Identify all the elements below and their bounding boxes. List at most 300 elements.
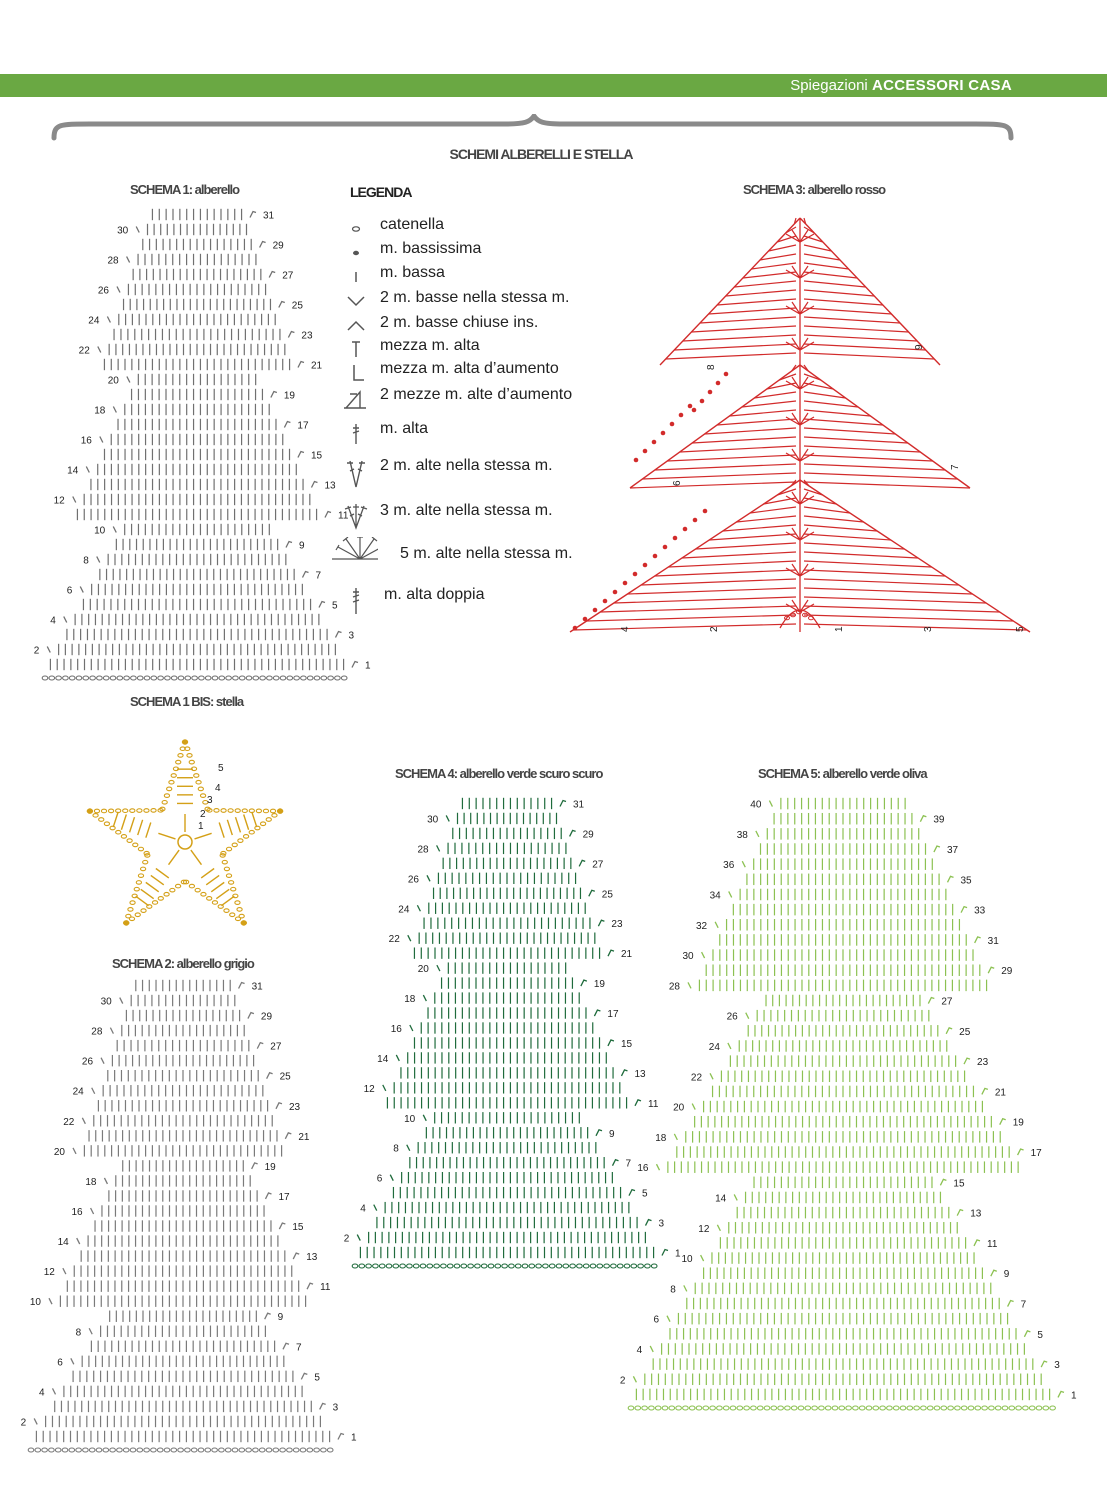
double-crochet-stitch bbox=[692, 437, 796, 443]
double-crochet-stitch bbox=[121, 815, 126, 830]
turning-chain bbox=[239, 983, 245, 989]
chain-stitch bbox=[103, 676, 109, 680]
row-number: 6 bbox=[57, 1357, 63, 1369]
double-crochet-stitch bbox=[141, 889, 154, 898]
row-number: 20 bbox=[53, 1146, 65, 1158]
chain-stitch bbox=[198, 787, 203, 791]
row-number: 31 bbox=[573, 799, 585, 811]
chain-stitch bbox=[171, 1448, 177, 1452]
double-crochet-stitch bbox=[682, 552, 796, 558]
chain-stitch bbox=[35, 1448, 41, 1452]
chain-stitch bbox=[927, 1406, 933, 1410]
double-crochet-stitch bbox=[804, 446, 920, 452]
chain-stitch bbox=[563, 1264, 569, 1268]
chain-stitch bbox=[189, 760, 194, 764]
turning-chain bbox=[946, 1028, 952, 1034]
chain-stitch bbox=[611, 1264, 617, 1268]
row-number: 13 bbox=[324, 480, 336, 492]
turning-chain bbox=[974, 1240, 980, 1246]
row-number: 8 bbox=[670, 1284, 676, 1296]
turning-chain bbox=[417, 905, 420, 911]
chain-stitch bbox=[447, 1264, 453, 1268]
turning-chain bbox=[621, 1070, 627, 1076]
turning-chain bbox=[284, 422, 290, 428]
turning-chain bbox=[260, 242, 266, 248]
double-crochet-stitch bbox=[804, 410, 870, 416]
round-number: 3 bbox=[923, 626, 934, 632]
chain-stitch bbox=[509, 1264, 515, 1268]
chain-stitch bbox=[83, 676, 89, 680]
slip-stitch bbox=[679, 413, 684, 418]
double-crochet-stitch bbox=[252, 812, 257, 827]
row-number: 1 bbox=[675, 1248, 681, 1260]
double-crochet-stitch bbox=[573, 624, 796, 630]
round-number: 2 bbox=[200, 809, 206, 820]
double-crochet-stitch bbox=[726, 290, 796, 296]
double-crochet-stitch bbox=[804, 588, 973, 594]
row-number: 29 bbox=[582, 829, 594, 841]
chain-stitch bbox=[604, 1264, 610, 1268]
chain-stitch bbox=[515, 1264, 521, 1268]
row-number: 23 bbox=[977, 1057, 989, 1069]
chain-stitch bbox=[214, 809, 219, 813]
chain-stitch bbox=[434, 1264, 440, 1268]
slip-stitch bbox=[643, 563, 648, 568]
chain-stitch bbox=[307, 676, 313, 680]
chain-stitch bbox=[212, 901, 217, 905]
row-number: 3 bbox=[332, 1402, 339, 1414]
turning-chain bbox=[279, 302, 285, 308]
turning-chain bbox=[127, 377, 130, 383]
double-crochet-stitch bbox=[628, 588, 797, 594]
chain-stitch bbox=[260, 822, 265, 826]
slip-stitch bbox=[593, 608, 598, 613]
double-crochet-stitch bbox=[600, 606, 796, 612]
turning-chain bbox=[117, 287, 120, 293]
scheme-4-chart bbox=[344, 798, 681, 1268]
row-number: 35 bbox=[960, 875, 972, 887]
turning-chain bbox=[311, 482, 317, 488]
legend-item-label: catenella bbox=[380, 216, 445, 233]
scheme-2-title: SCHEMA 2: alberello grigio bbox=[112, 956, 254, 971]
turning-chain bbox=[729, 891, 732, 897]
chain-stitch bbox=[314, 676, 320, 680]
chain-stitch bbox=[461, 1264, 467, 1268]
row-number: 7 bbox=[625, 1158, 632, 1170]
chain-stitch bbox=[649, 1406, 655, 1410]
turning-chain bbox=[320, 1403, 326, 1409]
row-number: 6 bbox=[66, 585, 73, 597]
chain-stitch bbox=[642, 1406, 648, 1410]
row-number: 10 bbox=[94, 525, 106, 537]
double-crochet-stitch bbox=[709, 534, 796, 540]
row-number: 30 bbox=[427, 814, 439, 826]
chain-stitch bbox=[744, 1406, 750, 1410]
chain-stitch bbox=[893, 1406, 899, 1410]
chain-stitch bbox=[468, 1264, 474, 1268]
turning-chain bbox=[423, 1115, 426, 1121]
double-crochet-stitch bbox=[146, 822, 151, 837]
chain-stitch bbox=[934, 1406, 940, 1410]
chain-stitch bbox=[69, 676, 75, 680]
chain-stitch bbox=[201, 892, 206, 896]
chain-stitch bbox=[199, 676, 205, 680]
chain-stitch bbox=[638, 1264, 644, 1268]
chain-stitch bbox=[212, 1448, 218, 1452]
turning-chain bbox=[104, 1178, 107, 1184]
chain-stitch bbox=[90, 676, 96, 680]
slip-stitch bbox=[123, 920, 129, 926]
turning-chain bbox=[293, 1253, 299, 1259]
chain-stitch bbox=[42, 1448, 48, 1452]
double-crochet-stitch bbox=[804, 335, 917, 341]
row-number: 10 bbox=[681, 1254, 693, 1266]
chain-stitch bbox=[798, 1406, 804, 1410]
chain-stitch bbox=[157, 1448, 163, 1452]
row-number: 12 bbox=[53, 495, 65, 507]
turning-chain bbox=[127, 257, 130, 263]
chain-stitch bbox=[137, 676, 143, 680]
row-number: 3 bbox=[348, 630, 355, 642]
double-crochet-stitch bbox=[804, 606, 1000, 612]
chain-stitch bbox=[253, 1448, 259, 1452]
turning-chain bbox=[920, 816, 926, 822]
legend-item-label: m. alta bbox=[380, 420, 429, 437]
scheme-3-chart bbox=[570, 218, 1030, 632]
chain-stitch bbox=[28, 1448, 34, 1452]
turning-chain bbox=[1018, 1149, 1024, 1155]
turning-chain bbox=[298, 362, 304, 368]
double-crochet-stitch bbox=[804, 326, 909, 332]
chain-stitch bbox=[187, 754, 192, 758]
row-number: 8 bbox=[393, 1143, 399, 1155]
chain-stitch bbox=[335, 676, 341, 680]
chain-stitch bbox=[228, 809, 233, 813]
double-crochet-stitch bbox=[804, 534, 891, 540]
chain-stitch bbox=[93, 814, 98, 818]
chain-stitch bbox=[137, 1448, 143, 1452]
chain-stitch bbox=[221, 809, 226, 813]
double-crochet-stitch bbox=[683, 335, 796, 341]
turning-chain bbox=[437, 845, 440, 851]
row-number: 5 bbox=[332, 600, 338, 612]
row-number: 2 bbox=[343, 1233, 350, 1245]
chain-stitch bbox=[256, 809, 261, 813]
turning-chain bbox=[608, 950, 614, 956]
chain-stitch bbox=[300, 1448, 306, 1452]
double-crochet-stitch bbox=[804, 482, 970, 488]
chain-stitch bbox=[94, 809, 99, 813]
turning-chain bbox=[1024, 1331, 1030, 1337]
chain-stitch bbox=[628, 1406, 634, 1410]
row-number: 18 bbox=[404, 994, 416, 1006]
turning-chain bbox=[633, 1376, 636, 1382]
turning-chain bbox=[662, 1250, 668, 1256]
chain-stitch bbox=[143, 860, 148, 864]
chain-stitch bbox=[812, 1406, 818, 1410]
row-number: 3 bbox=[658, 1218, 665, 1230]
double-crochet-stitch bbox=[804, 455, 933, 461]
chain-stitch bbox=[137, 809, 142, 813]
double-crochet-stitch bbox=[717, 419, 796, 425]
row-number: 13 bbox=[970, 1208, 982, 1220]
chain-stitch bbox=[407, 1264, 413, 1268]
double-crochet-stitch bbox=[705, 428, 796, 434]
chain-stitch bbox=[101, 809, 106, 813]
chain-stitch bbox=[955, 1406, 961, 1410]
chain-stitch bbox=[128, 908, 133, 912]
chain-stitch bbox=[162, 800, 167, 804]
row-number: 7 bbox=[315, 570, 322, 582]
turning-chain bbox=[77, 1238, 80, 1244]
round-number: 1 bbox=[198, 821, 204, 832]
double-crochet-stitch bbox=[674, 344, 796, 350]
scheme-5-chart bbox=[620, 798, 1077, 1410]
chain-stitch bbox=[590, 1264, 596, 1268]
chain-stitch bbox=[127, 839, 132, 843]
chain-stitch bbox=[583, 1264, 589, 1268]
turning-chain bbox=[928, 998, 934, 1004]
row-number: 22 bbox=[78, 345, 90, 357]
row-number: 29 bbox=[272, 240, 284, 252]
turning-chain bbox=[113, 407, 116, 413]
double-crochet-stitch bbox=[211, 882, 224, 891]
chain-stitch bbox=[825, 1406, 831, 1410]
row-number: 2 bbox=[20, 1417, 27, 1429]
chain-stitch bbox=[185, 1448, 191, 1452]
chain-stitch bbox=[151, 809, 156, 813]
turning-chain bbox=[657, 1164, 660, 1170]
chain-stitch bbox=[158, 897, 163, 901]
chain-stitch bbox=[662, 1406, 668, 1410]
chain-stitch bbox=[133, 843, 138, 847]
chain-stitch bbox=[805, 1406, 811, 1410]
turning-chain bbox=[1000, 1119, 1006, 1125]
chain-stitch bbox=[109, 809, 114, 813]
legend-item-label: m. alta doppia bbox=[384, 586, 485, 603]
chain-stitch bbox=[76, 1448, 82, 1452]
chain-stitch bbox=[205, 1448, 211, 1452]
row-number: 12 bbox=[363, 1083, 375, 1095]
chain-stitch bbox=[314, 1448, 320, 1452]
row-number: 21 bbox=[994, 1087, 1006, 1099]
chain-stitch bbox=[225, 1448, 231, 1452]
chain-stitch bbox=[136, 881, 141, 885]
scheme-1-title: SCHEMA 1: alberello bbox=[130, 182, 240, 197]
row-number: 13 bbox=[306, 1252, 318, 1264]
slip-stitch bbox=[708, 390, 713, 395]
row-number: 24 bbox=[398, 904, 410, 916]
turning-chain bbox=[110, 1028, 113, 1034]
row-number: 11 bbox=[987, 1238, 998, 1250]
chain-stitch bbox=[138, 874, 143, 878]
row-number: 38 bbox=[736, 829, 748, 841]
turning-chain bbox=[80, 587, 83, 593]
chain-stitch bbox=[266, 1448, 272, 1452]
chain-stitch bbox=[97, 676, 103, 680]
spoke-stitch bbox=[195, 833, 212, 839]
turning-chain bbox=[71, 1358, 74, 1364]
chain-stitch bbox=[1036, 1406, 1042, 1410]
row-number: 25 bbox=[279, 1071, 291, 1083]
row-number: 12 bbox=[43, 1267, 55, 1279]
row-number: 36 bbox=[723, 860, 735, 872]
turning-chain bbox=[267, 1073, 273, 1079]
chain-stitch bbox=[194, 774, 199, 778]
chain-stitch bbox=[63, 676, 69, 680]
slip-stitch bbox=[583, 617, 588, 622]
chain-stitch bbox=[757, 1406, 763, 1410]
row-number: 17 bbox=[1030, 1148, 1042, 1160]
spoke-stitch bbox=[158, 833, 175, 839]
slip-stitch bbox=[182, 739, 188, 745]
turning-chain bbox=[396, 1055, 399, 1061]
turning-chain bbox=[957, 1210, 963, 1216]
turning-chain bbox=[734, 1194, 737, 1200]
chain-stitch bbox=[764, 1406, 770, 1410]
legend-item-label: 5 m. alte nella stessa m. bbox=[400, 545, 573, 562]
double-crochet-stitch bbox=[700, 317, 796, 323]
chain-stitch bbox=[224, 867, 229, 871]
chain-stitch bbox=[961, 1406, 967, 1410]
turning-chain bbox=[73, 497, 76, 503]
row-number: 9 bbox=[609, 1128, 615, 1140]
round-number: 4 bbox=[620, 626, 631, 632]
chain-stitch bbox=[273, 1448, 279, 1452]
slip-stitch bbox=[603, 599, 608, 604]
chain-stitch bbox=[219, 1448, 225, 1452]
turning-chain bbox=[100, 437, 103, 443]
chain-stitch bbox=[255, 826, 260, 830]
turning-chain bbox=[410, 1025, 413, 1031]
chain-stitch bbox=[400, 1264, 406, 1268]
row-number: 19 bbox=[593, 979, 606, 991]
chain-stitch bbox=[676, 1406, 682, 1410]
turning-chain bbox=[307, 1283, 313, 1289]
turning-chain bbox=[383, 1085, 386, 1091]
double-crochet-stitch bbox=[804, 272, 857, 278]
legend-item-label: 3 m. alte nella stessa m. bbox=[380, 502, 553, 519]
row-number: 10 bbox=[404, 1113, 416, 1125]
chain-stitch bbox=[1043, 1406, 1049, 1410]
chain-stitch bbox=[117, 1448, 123, 1452]
row-number: 9 bbox=[1003, 1269, 1010, 1281]
chain-stitch bbox=[321, 676, 327, 680]
chain-stitch bbox=[124, 676, 130, 680]
turning-chain bbox=[336, 632, 342, 638]
turning-chain bbox=[89, 1328, 92, 1334]
chain-stitch bbox=[152, 901, 157, 905]
turning-chain bbox=[635, 1100, 641, 1106]
row-number: 11 bbox=[648, 1098, 659, 1110]
chain-stitch bbox=[189, 884, 194, 888]
turning-chain bbox=[629, 1190, 635, 1196]
chain-stitch bbox=[635, 1406, 641, 1410]
turning-chain bbox=[688, 982, 691, 988]
row-number: 27 bbox=[941, 996, 953, 1008]
header-section: Spiegazioni bbox=[790, 77, 868, 94]
legend-item-label: 2 mezze m. alte d’aumento bbox=[380, 386, 573, 403]
chain-stitch bbox=[230, 913, 235, 917]
chain-stitch bbox=[689, 1406, 695, 1410]
chain-stitch bbox=[900, 1406, 906, 1410]
turning-chain bbox=[269, 272, 275, 278]
slip-stitch bbox=[716, 381, 721, 386]
turning-chain bbox=[301, 1373, 307, 1379]
row-number: 12 bbox=[698, 1223, 710, 1235]
turning-chain bbox=[756, 831, 759, 837]
chain-stitch bbox=[69, 1448, 75, 1452]
turning-chain bbox=[91, 1208, 94, 1214]
chain-stitch bbox=[104, 822, 109, 826]
chain-stitch bbox=[253, 676, 259, 680]
scheme-3-title: SCHEMA 3: alberello rosso bbox=[743, 182, 886, 197]
double-crochet-stitch bbox=[130, 817, 135, 832]
chain-stitch bbox=[134, 887, 139, 891]
chain-stitch bbox=[488, 1264, 494, 1268]
chain-stitch bbox=[178, 1448, 184, 1452]
chain-stitch bbox=[751, 1406, 757, 1410]
chain-stitch bbox=[549, 1264, 555, 1268]
slip-stitch bbox=[613, 590, 618, 595]
spoke-stitch bbox=[191, 850, 202, 865]
turning-chain bbox=[667, 1316, 670, 1322]
row-number: 16 bbox=[637, 1163, 649, 1175]
turning-chain bbox=[589, 890, 595, 896]
chain-stitch bbox=[887, 1406, 893, 1410]
chain-stitch bbox=[239, 676, 245, 680]
turning-chain bbox=[265, 1193, 271, 1199]
turning-chain bbox=[390, 1175, 393, 1181]
row-number: 1 bbox=[1071, 1390, 1077, 1402]
turning-chain bbox=[34, 1418, 37, 1424]
row-number: 15 bbox=[620, 1038, 633, 1050]
double-crochet-stitch bbox=[696, 543, 796, 549]
chain-stitch bbox=[138, 847, 143, 851]
double-crochet-stitch bbox=[709, 308, 796, 314]
turning-chain bbox=[975, 937, 981, 943]
double-crochet-stitch bbox=[804, 317, 900, 323]
double-crochet-stitch bbox=[641, 579, 796, 585]
chain-stitch bbox=[866, 1406, 872, 1410]
round-number: 2 bbox=[709, 626, 720, 632]
chain-stitch bbox=[178, 754, 183, 758]
double-crochet-stitch bbox=[804, 473, 958, 479]
row-number: 10 bbox=[29, 1297, 41, 1309]
double-crochet-stitch bbox=[804, 552, 918, 558]
chain-stitch bbox=[968, 1406, 974, 1410]
tree-edge bbox=[800, 365, 970, 488]
row-number: 6 bbox=[653, 1314, 659, 1326]
chain-stitch bbox=[144, 676, 150, 680]
chain-stitch bbox=[696, 1406, 702, 1410]
turning-chain bbox=[579, 860, 585, 866]
chain-stitch bbox=[231, 887, 236, 891]
double-crochet-stitch bbox=[804, 437, 908, 443]
row-number: 19 bbox=[283, 390, 296, 402]
chain-stitch bbox=[785, 1406, 791, 1410]
chain-stitch bbox=[130, 809, 135, 813]
slip-stitch bbox=[700, 399, 705, 404]
chain-stitch bbox=[235, 917, 240, 921]
double-crochet-stitch bbox=[614, 597, 796, 603]
chain-stitch bbox=[121, 835, 126, 839]
row-number: 24 bbox=[708, 1041, 720, 1053]
turning-chain bbox=[64, 617, 67, 623]
chain-stitch bbox=[495, 1264, 501, 1268]
chain-stitch bbox=[207, 897, 212, 901]
chain-stitch bbox=[110, 676, 116, 680]
